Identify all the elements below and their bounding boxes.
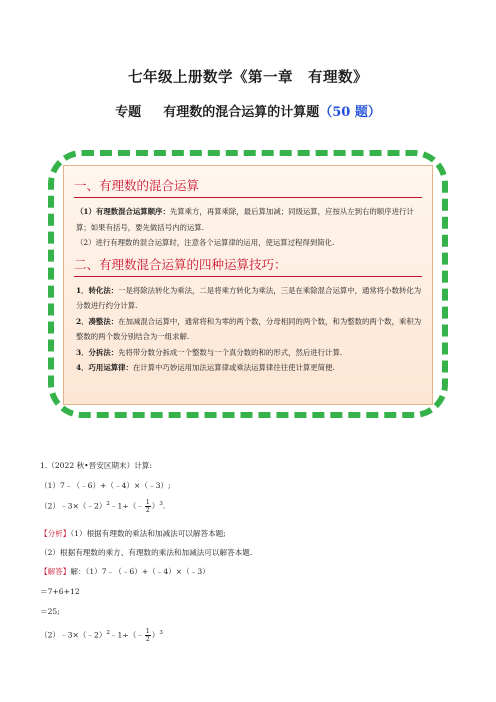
question-part-1: （1）7﹣（﹣6）+（﹣4）×（﹣3）;	[40, 481, 171, 490]
question-stem: 1.（2022 秋•晋安区期末）计算:	[40, 461, 152, 470]
rule-order-paragraph: （1）有理数混合运算顺序：先算乘方，再算乘除，最后算加减；同级运算，应按从左到右的顺序进行计算；如果有括号，要先做括号内的运算.	[76, 207, 414, 232]
fraction: $\frac{1}{2}$	[145, 499, 150, 514]
fraction: $\frac{1}{2}$	[145, 628, 150, 643]
analysis-line-1: 【分析】（1）根据有理数的乘法和加减法可以解答本题;	[40, 529, 226, 538]
analysis-tag: 【分析】	[40, 529, 71, 538]
subtitle-label: 专题	[115, 105, 142, 120]
subtitle-main: 有理数的混合运算的计算题	[163, 105, 320, 120]
tip-round: 2．凑整法：在加减混合运算中，通常将和为零的两个数，分母相同的两个数，和为整数的两个数，乘积为整数的两个数分别结合为一组求解.	[76, 316, 422, 341]
answer-step-2: ＝25;	[40, 607, 60, 616]
answer-line: 【解答】解：（1）7﹣（﹣6）+（﹣4）×（﹣3）	[40, 567, 210, 576]
document-subtitle	[0, 101, 496, 120]
tip-laws: 4．巧用运算律：在计算中巧妙运用加法运算律或乘法运算律往往使计算更简便.	[76, 363, 335, 372]
document-title: 七年级上册数学《第一章 有理数》	[128, 69, 368, 86]
answer-tag: 【解答】	[40, 567, 71, 576]
section-heading-2: 二、有理数混合运算的四种运算技巧：	[74, 255, 422, 277]
rule-law-paragraph: （2）进行有理数的混合运算时，注意各个运算律的运用，使运算过程得到简化.	[76, 238, 335, 247]
section-heading-1: 一、有理数的混合运算	[74, 176, 422, 198]
knowledge-box	[63, 165, 433, 405]
tip-split: 3．分拆法：先将带分数分拆成一个整数与一个真分数的和的形式，然后进行计算.	[76, 347, 343, 357]
question-part-2: （2）﹣3×（﹣2）$^2$﹣1÷（﹣ $\frac{1}{2}$ ）$^3$.	[40, 499, 166, 514]
analysis-line-2: （2）根据有理数的乘方、有理数的乘法和加减法可以解答本题.	[40, 548, 253, 557]
question-count: （50 题）	[319, 105, 381, 120]
tip-transform: 1．转化法：一是将除法转化为乘法，二是将乘方转化为乘法，三是在乘除混合运算中，通常将小数转化为分数进行约分计算.	[76, 285, 422, 310]
answer-step-1: ＝7+6+12	[40, 587, 80, 596]
answer-part-2: （2）﹣3×（﹣2）$^2$﹣1÷（﹣ $\frac{1}{2}$ ）$^3$	[40, 628, 163, 643]
